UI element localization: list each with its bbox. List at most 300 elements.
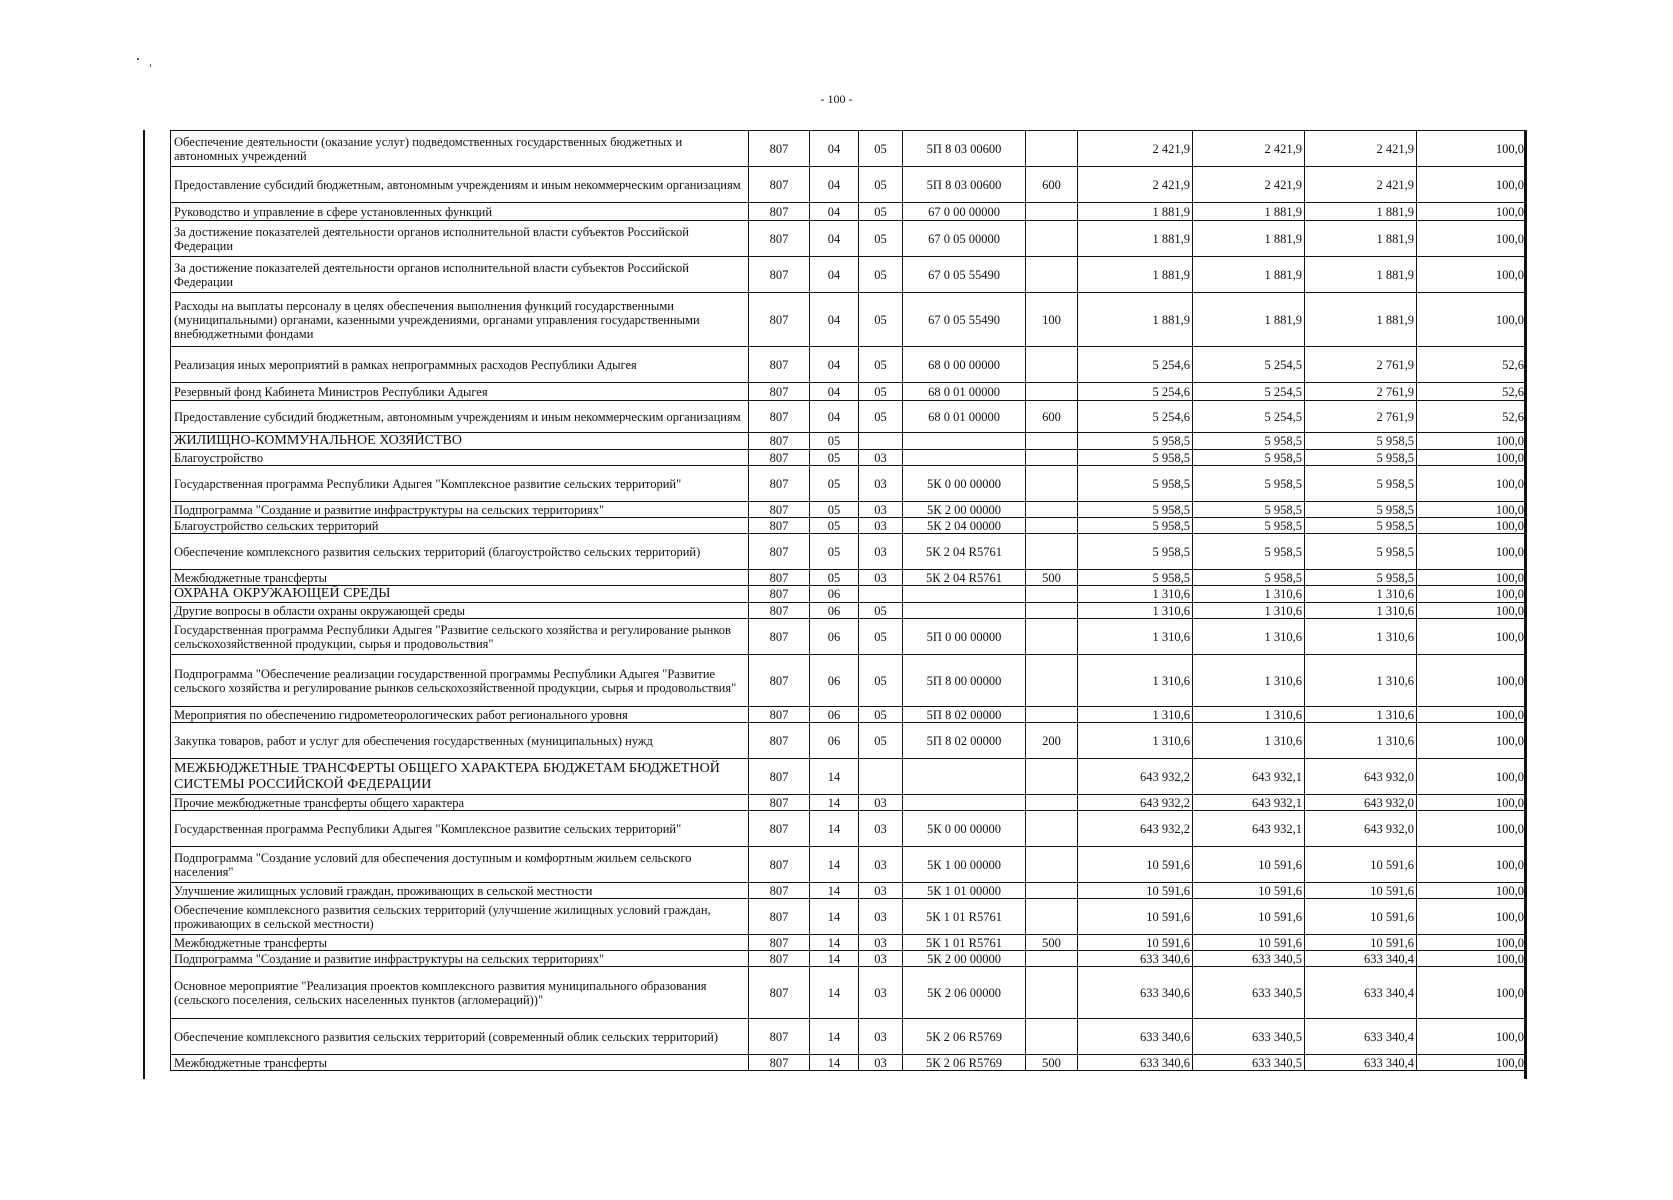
row-section-code: 14	[810, 1019, 859, 1055]
row-value-refined: 1 310,6	[1193, 586, 1305, 603]
row-value-approved: 643 932,2	[1078, 759, 1193, 795]
row-value-approved: 1 310,6	[1078, 655, 1193, 707]
row-gr-code: 807	[749, 450, 810, 466]
table-row	[145, 518, 1527, 534]
table-left-border	[143, 130, 145, 1079]
table-body	[145, 131, 1527, 1071]
row-percent: 100,0	[1417, 967, 1527, 1019]
row-spacer	[145, 603, 171, 619]
row-gr-code: 807	[749, 586, 810, 603]
row-value-refined: 1 310,6	[1193, 723, 1305, 759]
row-percent: 100,0	[1417, 131, 1527, 167]
row-gr-code: 807	[749, 221, 810, 257]
row-value-executed: 2 761,9	[1305, 347, 1417, 383]
row-value-executed: 1 310,6	[1305, 603, 1417, 619]
row-gr-code: 807	[749, 1019, 810, 1055]
row-name: Обеспечение комплексного развития сельских территорий (благоустройство сельских территорий)	[171, 534, 749, 570]
table-row	[145, 847, 1527, 883]
row-percent: 100,0	[1417, 167, 1527, 203]
row-subsection-code: 05	[859, 257, 903, 293]
row-subsection-code: 03	[859, 967, 903, 1019]
row-gr-code: 807	[749, 401, 810, 433]
row-section-code: 05	[810, 570, 859, 586]
table-row	[145, 935, 1527, 951]
row-subsection-code: 05	[859, 723, 903, 759]
row-expense-type	[1026, 951, 1078, 967]
row-name: Подпрограмма "Создание и развитие инфраструктуры на сельских территориях"	[171, 951, 749, 967]
row-value-executed: 643 932,0	[1305, 759, 1417, 795]
row-spacer	[145, 131, 171, 167]
row-value-approved: 5 958,5	[1078, 450, 1193, 466]
table-row	[145, 619, 1527, 655]
row-percent: 52,6	[1417, 383, 1527, 401]
row-expense-type: 500	[1026, 935, 1078, 951]
table-row	[145, 723, 1527, 759]
row-value-refined: 10 591,6	[1193, 899, 1305, 935]
row-value-executed: 5 958,5	[1305, 466, 1417, 502]
row-value-refined: 5 254,5	[1193, 383, 1305, 401]
row-target-article: 5К 2 04 00000	[903, 518, 1026, 534]
table-row	[145, 811, 1527, 847]
row-expense-type: 200	[1026, 723, 1078, 759]
row-subsection-code: 03	[859, 450, 903, 466]
table-row	[145, 221, 1527, 257]
row-expense-type	[1026, 883, 1078, 899]
row-section-code: 06	[810, 619, 859, 655]
row-value-approved: 633 340,6	[1078, 1055, 1193, 1071]
table-row	[145, 167, 1527, 203]
row-subsection-code: 05	[859, 603, 903, 619]
row-section-code: 04	[810, 203, 859, 221]
row-gr-code: 807	[749, 655, 810, 707]
row-value-approved: 1 310,6	[1078, 723, 1193, 759]
row-spacer	[145, 811, 171, 847]
row-value-approved: 5 958,5	[1078, 570, 1193, 586]
row-value-executed: 1 310,6	[1305, 619, 1417, 655]
table-row	[145, 883, 1527, 899]
row-target-article: 5П 0 00 00000	[903, 619, 1026, 655]
row-spacer	[145, 293, 171, 347]
table-row	[145, 401, 1527, 433]
row-subsection-code: 03	[859, 847, 903, 883]
row-expense-type	[1026, 221, 1078, 257]
row-spacer	[145, 795, 171, 811]
table-row	[145, 795, 1527, 811]
row-percent: 100,0	[1417, 655, 1527, 707]
row-subsection-code: 03	[859, 534, 903, 570]
row-name: За достижение показателей деятельности органов исполнительной власти субъектов Российской Федерации	[171, 257, 749, 293]
row-target-article: 5К 0 00 00000	[903, 811, 1026, 847]
row-spacer	[145, 534, 171, 570]
row-section-code: 05	[810, 433, 859, 450]
row-gr-code: 807	[749, 967, 810, 1019]
row-percent: 100,0	[1417, 534, 1527, 570]
row-target-article: 67 0 05 55490	[903, 257, 1026, 293]
row-spacer	[145, 619, 171, 655]
row-percent: 100,0	[1417, 1055, 1527, 1071]
row-value-executed: 1 881,9	[1305, 293, 1417, 347]
row-value-refined: 1 310,6	[1193, 619, 1305, 655]
row-target-article: 5П 8 03 00600	[903, 167, 1026, 203]
table-row	[145, 967, 1527, 1019]
row-gr-code: 807	[749, 883, 810, 899]
table-right-border	[1524, 130, 1527, 1079]
row-expense-type	[1026, 1019, 1078, 1055]
row-gr-code: 807	[749, 899, 810, 935]
row-percent: 100,0	[1417, 257, 1527, 293]
row-value-refined: 1 881,9	[1193, 293, 1305, 347]
row-value-approved: 10 591,6	[1078, 847, 1193, 883]
row-value-executed: 10 591,6	[1305, 899, 1417, 935]
row-name: Предоставление субсидий бюджетным, автономным учреждениям и иным некоммерческим организациям	[171, 167, 749, 203]
row-expense-type	[1026, 203, 1078, 221]
row-spacer	[145, 723, 171, 759]
row-gr-code: 807	[749, 723, 810, 759]
row-percent: 100,0	[1417, 619, 1527, 655]
row-value-executed: 5 958,5	[1305, 534, 1417, 570]
row-value-approved: 5 958,5	[1078, 534, 1193, 570]
row-value-refined: 633 340,5	[1193, 1055, 1305, 1071]
row-value-executed: 5 958,5	[1305, 433, 1417, 450]
row-expense-type	[1026, 655, 1078, 707]
row-name: Обеспечение комплексного развития сельских территорий (улучшение жилищных условий граждан, проживающих в сельской местности)	[171, 899, 749, 935]
row-section-code: 14	[810, 935, 859, 951]
table-row	[145, 951, 1527, 967]
row-expense-type	[1026, 707, 1078, 723]
row-gr-code: 807	[749, 619, 810, 655]
table-row	[145, 603, 1527, 619]
row-value-refined: 5 958,5	[1193, 433, 1305, 450]
row-value-executed: 643 932,0	[1305, 811, 1417, 847]
row-value-refined: 2 421,9	[1193, 131, 1305, 167]
row-subsection-code: 05	[859, 619, 903, 655]
row-expense-type	[1026, 502, 1078, 518]
row-name: Руководство и управление в сфере установленных функций	[171, 203, 749, 221]
table-row	[145, 759, 1527, 795]
row-subsection-code: 03	[859, 951, 903, 967]
row-subsection-code: 05	[859, 131, 903, 167]
row-percent: 100,0	[1417, 502, 1527, 518]
row-section-code: 06	[810, 655, 859, 707]
row-subsection-code: 03	[859, 570, 903, 586]
row-name: МЕЖБЮДЖЕТНЫЕ ТРАНСФЕРТЫ ОБЩЕГО ХАРАКТЕРА БЮДЖЕТАМ БЮДЖЕТНОЙ СИСТЕМЫ РОССИЙСКОЙ ФЕДЕРАЦИИ	[171, 759, 749, 795]
row-gr-code: 807	[749, 1055, 810, 1071]
row-value-executed: 633 340,4	[1305, 1055, 1417, 1071]
row-spacer	[145, 203, 171, 221]
row-value-refined: 10 591,6	[1193, 847, 1305, 883]
row-value-refined: 2 421,9	[1193, 167, 1305, 203]
row-percent: 100,0	[1417, 899, 1527, 935]
row-percent: 52,6	[1417, 347, 1527, 383]
row-name: ЖИЛИЩНО-КОММУНАЛЬНОЕ ХОЗЯЙСТВО	[171, 433, 749, 450]
row-value-executed: 2 421,9	[1305, 167, 1417, 203]
row-target-article: 5К 2 04 R5761	[903, 534, 1026, 570]
row-subsection-code: 03	[859, 899, 903, 935]
row-section-code: 05	[810, 466, 859, 502]
row-name: Улучшение жилищных условий граждан, проживающих в сельской местности	[171, 883, 749, 899]
row-value-refined: 5 254,5	[1193, 401, 1305, 433]
row-subsection-code: 03	[859, 935, 903, 951]
page-number: - 100 -	[820, 92, 853, 106]
row-subsection-code: 05	[859, 221, 903, 257]
row-gr-code: 807	[749, 570, 810, 586]
row-gr-code: 807	[749, 518, 810, 534]
row-expense-type	[1026, 466, 1078, 502]
row-target-article: 5К 1 00 00000	[903, 847, 1026, 883]
row-target-article	[903, 603, 1026, 619]
row-name: Государственная программа Республики Адыгея "Развитие сельского хозяйства и регулирование рынков сельскохозяйственной продукции, сырья и продовольствия"	[171, 619, 749, 655]
row-value-approved: 1 881,9	[1078, 257, 1193, 293]
table-row	[145, 570, 1527, 586]
row-section-code: 14	[810, 899, 859, 935]
row-percent: 100,0	[1417, 433, 1527, 450]
row-value-approved: 10 591,6	[1078, 883, 1193, 899]
row-gr-code: 807	[749, 347, 810, 383]
row-value-refined: 633 340,5	[1193, 951, 1305, 967]
row-value-refined: 1 881,9	[1193, 221, 1305, 257]
row-target-article: 67 0 05 00000	[903, 221, 1026, 257]
row-value-refined: 5 958,5	[1193, 450, 1305, 466]
row-section-code: 04	[810, 167, 859, 203]
row-section-code: 14	[810, 759, 859, 795]
row-section-code: 04	[810, 401, 859, 433]
row-spacer	[145, 1019, 171, 1055]
row-percent: 100,0	[1417, 603, 1527, 619]
row-expense-type	[1026, 518, 1078, 534]
row-spacer	[145, 433, 171, 450]
table-row	[145, 899, 1527, 935]
row-section-code: 06	[810, 707, 859, 723]
row-spacer	[145, 935, 171, 951]
row-value-executed: 10 591,6	[1305, 935, 1417, 951]
table-row	[145, 655, 1527, 707]
row-expense-type	[1026, 603, 1078, 619]
table-row	[145, 534, 1527, 570]
row-spacer	[145, 167, 171, 203]
row-subsection-code	[859, 759, 903, 795]
row-target-article: 5К 1 01 R5761	[903, 935, 1026, 951]
row-target-article	[903, 450, 1026, 466]
row-gr-code: 807	[749, 433, 810, 450]
row-spacer	[145, 951, 171, 967]
row-name: Мероприятия по обеспечению гидрометеорологических работ регионального уровня	[171, 707, 749, 723]
row-value-executed: 2 761,9	[1305, 383, 1417, 401]
budget-table	[144, 130, 1527, 1071]
table-row	[145, 131, 1527, 167]
table-row	[145, 1019, 1527, 1055]
table-row	[145, 347, 1527, 383]
row-section-code: 06	[810, 586, 859, 603]
scan-speck	[150, 64, 151, 67]
row-section-code: 14	[810, 951, 859, 967]
row-expense-type	[1026, 534, 1078, 570]
row-target-article: 5К 0 00 00000	[903, 466, 1026, 502]
row-name: Предоставление субсидий бюджетным, автономным учреждениям и иным некоммерческим организациям	[171, 401, 749, 433]
row-spacer	[145, 586, 171, 603]
row-target-article: 68 0 01 00000	[903, 401, 1026, 433]
row-target-article: 5П 8 03 00600	[903, 131, 1026, 167]
row-gr-code: 807	[749, 293, 810, 347]
row-value-approved: 5 958,5	[1078, 502, 1193, 518]
row-value-approved: 1 881,9	[1078, 203, 1193, 221]
row-value-refined: 1 881,9	[1193, 257, 1305, 293]
row-percent: 100,0	[1417, 518, 1527, 534]
row-spacer	[145, 883, 171, 899]
row-subsection-code	[859, 586, 903, 603]
row-value-executed: 1 310,6	[1305, 707, 1417, 723]
row-spacer	[145, 967, 171, 1019]
row-expense-type	[1026, 347, 1078, 383]
row-target-article	[903, 795, 1026, 811]
table-row	[145, 450, 1527, 466]
row-gr-code: 807	[749, 466, 810, 502]
scan-speck	[137, 58, 139, 60]
row-target-article	[903, 586, 1026, 603]
row-percent: 100,0	[1417, 935, 1527, 951]
row-spacer	[145, 466, 171, 502]
row-name: Подпрограмма "Обеспечение реализации государственной программы Республики Адыгея "Развитие сельского хозяйства и регулирование рынков сельскохозяйственной продукции, сырья и продовольствия"	[171, 655, 749, 707]
row-value-refined: 633 340,5	[1193, 1019, 1305, 1055]
row-spacer	[145, 221, 171, 257]
row-expense-type	[1026, 759, 1078, 795]
row-gr-code: 807	[749, 603, 810, 619]
row-value-approved: 5 958,5	[1078, 518, 1193, 534]
row-section-code: 04	[810, 347, 859, 383]
row-expense-type: 500	[1026, 1055, 1078, 1071]
row-name: Расходы на выплаты персоналу в целях обеспечения выполнения функций государственными (муниципальными) органами, казенными учреждениями, органами управления государственными внебюджетными фондами	[171, 293, 749, 347]
row-value-approved: 1 881,9	[1078, 221, 1193, 257]
row-value-executed: 5 958,5	[1305, 570, 1417, 586]
row-value-executed: 5 958,5	[1305, 450, 1417, 466]
row-subsection-code: 03	[859, 1019, 903, 1055]
row-percent: 100,0	[1417, 586, 1527, 603]
row-name: Другие вопросы в области охраны окружающей среды	[171, 603, 749, 619]
row-target-article: 5К 2 00 00000	[903, 502, 1026, 518]
row-value-approved: 1 310,6	[1078, 619, 1193, 655]
row-name: Подпрограмма "Создание и развитие инфраструктуры на сельских территориях"	[171, 502, 749, 518]
row-percent: 100,0	[1417, 293, 1527, 347]
row-value-refined: 10 591,6	[1193, 883, 1305, 899]
row-section-code: 14	[810, 1055, 859, 1071]
row-expense-type	[1026, 586, 1078, 603]
row-value-approved: 5 254,6	[1078, 383, 1193, 401]
row-name: Межбюджетные трансферты	[171, 935, 749, 951]
row-spacer	[145, 899, 171, 935]
row-value-executed: 633 340,4	[1305, 967, 1417, 1019]
row-percent: 100,0	[1417, 883, 1527, 899]
row-expense-type	[1026, 847, 1078, 883]
row-value-refined: 643 932,1	[1193, 811, 1305, 847]
row-target-article: 67 0 05 55490	[903, 293, 1026, 347]
table-row	[145, 707, 1527, 723]
row-value-executed: 5 958,5	[1305, 518, 1417, 534]
row-spacer	[145, 257, 171, 293]
row-gr-code: 807	[749, 131, 810, 167]
row-value-refined: 5 958,5	[1193, 502, 1305, 518]
row-section-code: 06	[810, 603, 859, 619]
row-subsection-code: 03	[859, 518, 903, 534]
row-value-executed: 633 340,4	[1305, 1019, 1417, 1055]
row-percent: 100,0	[1417, 221, 1527, 257]
row-name: Резервный фонд Кабинета Министров Республики Адыгея	[171, 383, 749, 401]
row-subsection-code	[859, 433, 903, 450]
row-value-refined: 1 310,6	[1193, 707, 1305, 723]
row-subsection-code: 05	[859, 655, 903, 707]
table-row	[145, 383, 1527, 401]
row-value-executed: 5 958,5	[1305, 502, 1417, 518]
table-row	[145, 203, 1527, 221]
row-name: Межбюджетные трансферты	[171, 1055, 749, 1071]
row-target-article: 5П 8 02 00000	[903, 723, 1026, 759]
row-subsection-code: 03	[859, 502, 903, 518]
row-subsection-code: 05	[859, 347, 903, 383]
row-section-code: 05	[810, 450, 859, 466]
row-value-executed: 10 591,6	[1305, 883, 1417, 899]
row-target-article: 67 0 00 00000	[903, 203, 1026, 221]
row-gr-code: 807	[749, 847, 810, 883]
row-expense-type	[1026, 257, 1078, 293]
row-percent: 100,0	[1417, 759, 1527, 795]
row-value-refined: 633 340,5	[1193, 967, 1305, 1019]
row-name: Государственная программа Республики Адыгея "Комплексное развитие сельских территорий"	[171, 466, 749, 502]
row-section-code: 14	[810, 847, 859, 883]
row-subsection-code: 03	[859, 1055, 903, 1071]
row-subsection-code: 03	[859, 466, 903, 502]
row-expense-type: 600	[1026, 167, 1078, 203]
row-spacer	[145, 655, 171, 707]
row-percent: 100,0	[1417, 570, 1527, 586]
row-value-approved: 2 421,9	[1078, 167, 1193, 203]
row-name: Обеспечение комплексного развития сельских территорий (современный облик сельских территорий)	[171, 1019, 749, 1055]
row-value-refined: 5 958,5	[1193, 570, 1305, 586]
row-value-executed: 1 881,9	[1305, 257, 1417, 293]
row-value-refined: 1 310,6	[1193, 655, 1305, 707]
row-value-refined: 5 958,5	[1193, 534, 1305, 570]
row-value-refined: 5 254,5	[1193, 347, 1305, 383]
row-expense-type: 100	[1026, 293, 1078, 347]
row-value-approved: 5 254,6	[1078, 401, 1193, 433]
row-percent: 100,0	[1417, 707, 1527, 723]
row-name: Реализация иных мероприятий в рамках непрограммных расходов Республики Адыгея	[171, 347, 749, 383]
row-expense-type	[1026, 899, 1078, 935]
row-section-code: 06	[810, 723, 859, 759]
row-target-article	[903, 759, 1026, 795]
row-name: Основное мероприятие "Реализация проектов комплексного развития муниципального образования (сельского поселения, сельских населенных пунктов (агломераций))"	[171, 967, 749, 1019]
row-gr-code: 807	[749, 951, 810, 967]
row-subsection-code: 03	[859, 795, 903, 811]
row-percent: 100,0	[1417, 811, 1527, 847]
row-section-code: 14	[810, 811, 859, 847]
row-gr-code: 807	[749, 383, 810, 401]
row-value-approved: 1 310,6	[1078, 603, 1193, 619]
table-row	[145, 466, 1527, 502]
row-expense-type: 500	[1026, 570, 1078, 586]
row-subsection-code: 03	[859, 811, 903, 847]
row-value-approved: 643 932,2	[1078, 795, 1193, 811]
row-value-refined: 5 958,5	[1193, 466, 1305, 502]
row-section-code: 14	[810, 967, 859, 1019]
row-target-article: 5К 2 04 R5761	[903, 570, 1026, 586]
row-value-approved: 10 591,6	[1078, 899, 1193, 935]
row-value-executed: 643 932,0	[1305, 795, 1417, 811]
row-name: Обеспечение деятельности (оказание услуг) подведомственных государственных бюджетных и автономных учреждений	[171, 131, 749, 167]
row-subsection-code: 03	[859, 883, 903, 899]
row-value-executed: 1 310,6	[1305, 586, 1417, 603]
row-value-approved: 1 310,6	[1078, 586, 1193, 603]
row-value-executed: 1 881,9	[1305, 203, 1417, 221]
row-value-refined: 1 881,9	[1193, 203, 1305, 221]
row-target-article: 5П 8 02 00000	[903, 707, 1026, 723]
